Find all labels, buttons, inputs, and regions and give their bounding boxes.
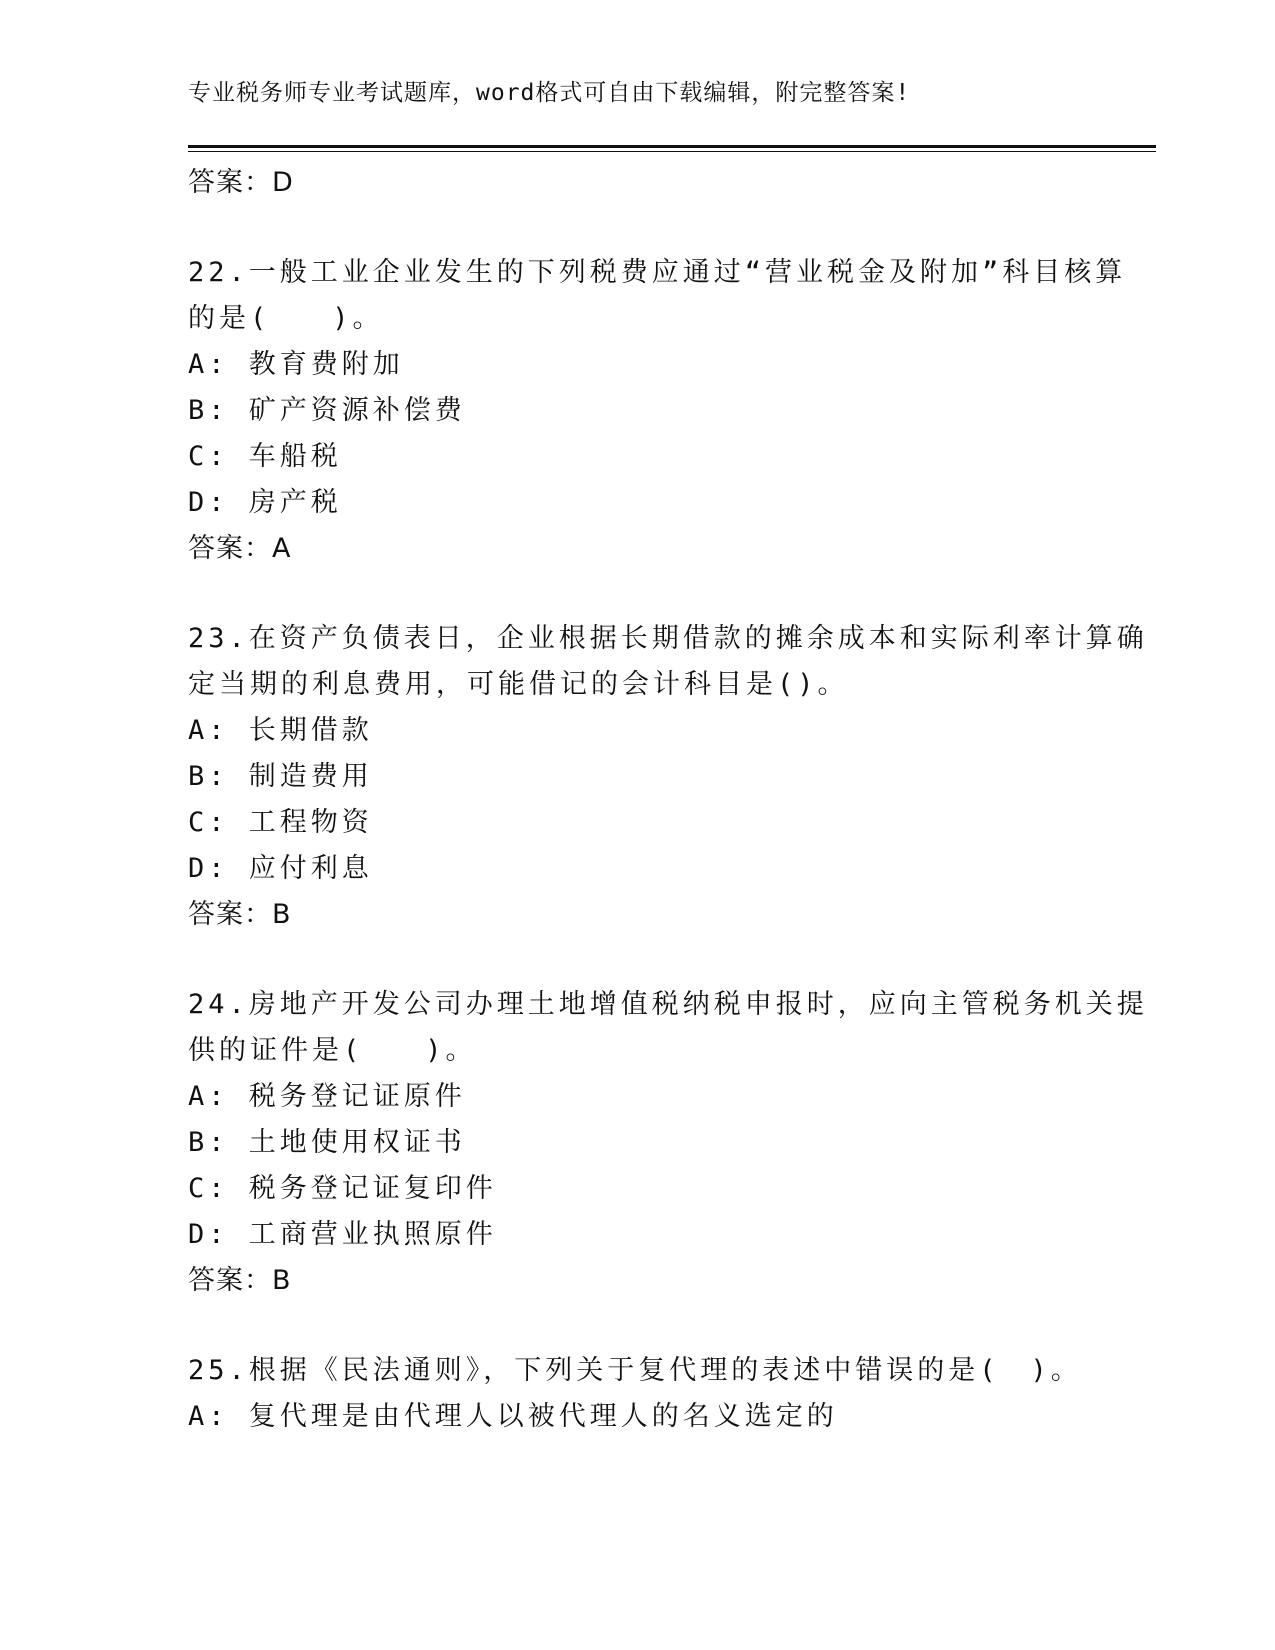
answer: 答案：B [188, 1265, 292, 1296]
question-stem: 24.房地产开发公司办理土地增值税纳税申报时，应向主管税务机关提 [188, 989, 1148, 1020]
option-c: C: 车船税 [188, 441, 342, 472]
option-b: B: 土地使用权证书 [188, 1127, 466, 1158]
header-title: 专业税务师专业考试题库，word格式可自由下载编辑，附完整答案! [188, 80, 911, 106]
option-c: C: 工程物资 [188, 807, 373, 838]
option-d: D: 应付利息 [188, 853, 373, 884]
option-d: D: 工商营业执照原件 [188, 1219, 497, 1250]
question-stem: 定当期的利息费用，可能借记的会计科目是()。 [188, 669, 849, 700]
option-a: A: 长期借款 [188, 715, 373, 746]
question-22 [188, 250, 1127, 572]
header-rule [188, 145, 1156, 148]
option-a: A: 税务登记证原件 [188, 1081, 466, 1112]
question-stem: 23.在资产负债表日，企业根据长期借款的摊余成本和实际利率计算确 [188, 623, 1148, 654]
header-rule-thin [188, 151, 1156, 152]
question-24 [188, 982, 1148, 1304]
option-a: A: 复代理是由代理人以被代理人的名义选定的 [188, 1401, 838, 1432]
question-stem: 供的证件是( )。 [188, 1035, 477, 1066]
content [188, 160, 1148, 1440]
option-d: D: 房产税 [188, 487, 342, 518]
option-a: A: 教育费附加 [188, 349, 404, 380]
question-stem: 25.根据《民法通则》，下列关于复代理的表述中错误的是( )。 [188, 1355, 1082, 1386]
question-stem: 22.一般工业企业发生的下列税费应通过“营业税金及附加”科目核算 [188, 257, 1127, 288]
question-stem: 的是( )。 [188, 303, 384, 334]
answer: 答案：B [188, 899, 292, 930]
option-b: B: 矿产资源补偿费 [188, 395, 466, 426]
question-25 [188, 1348, 1088, 1440]
question-23 [188, 616, 1148, 938]
answer: 答案：A [188, 533, 292, 564]
option-c: C: 税务登记证复印件 [188, 1173, 497, 1204]
option-b: B: 制造费用 [188, 761, 373, 792]
previous-answer: 答案：D [188, 167, 294, 198]
